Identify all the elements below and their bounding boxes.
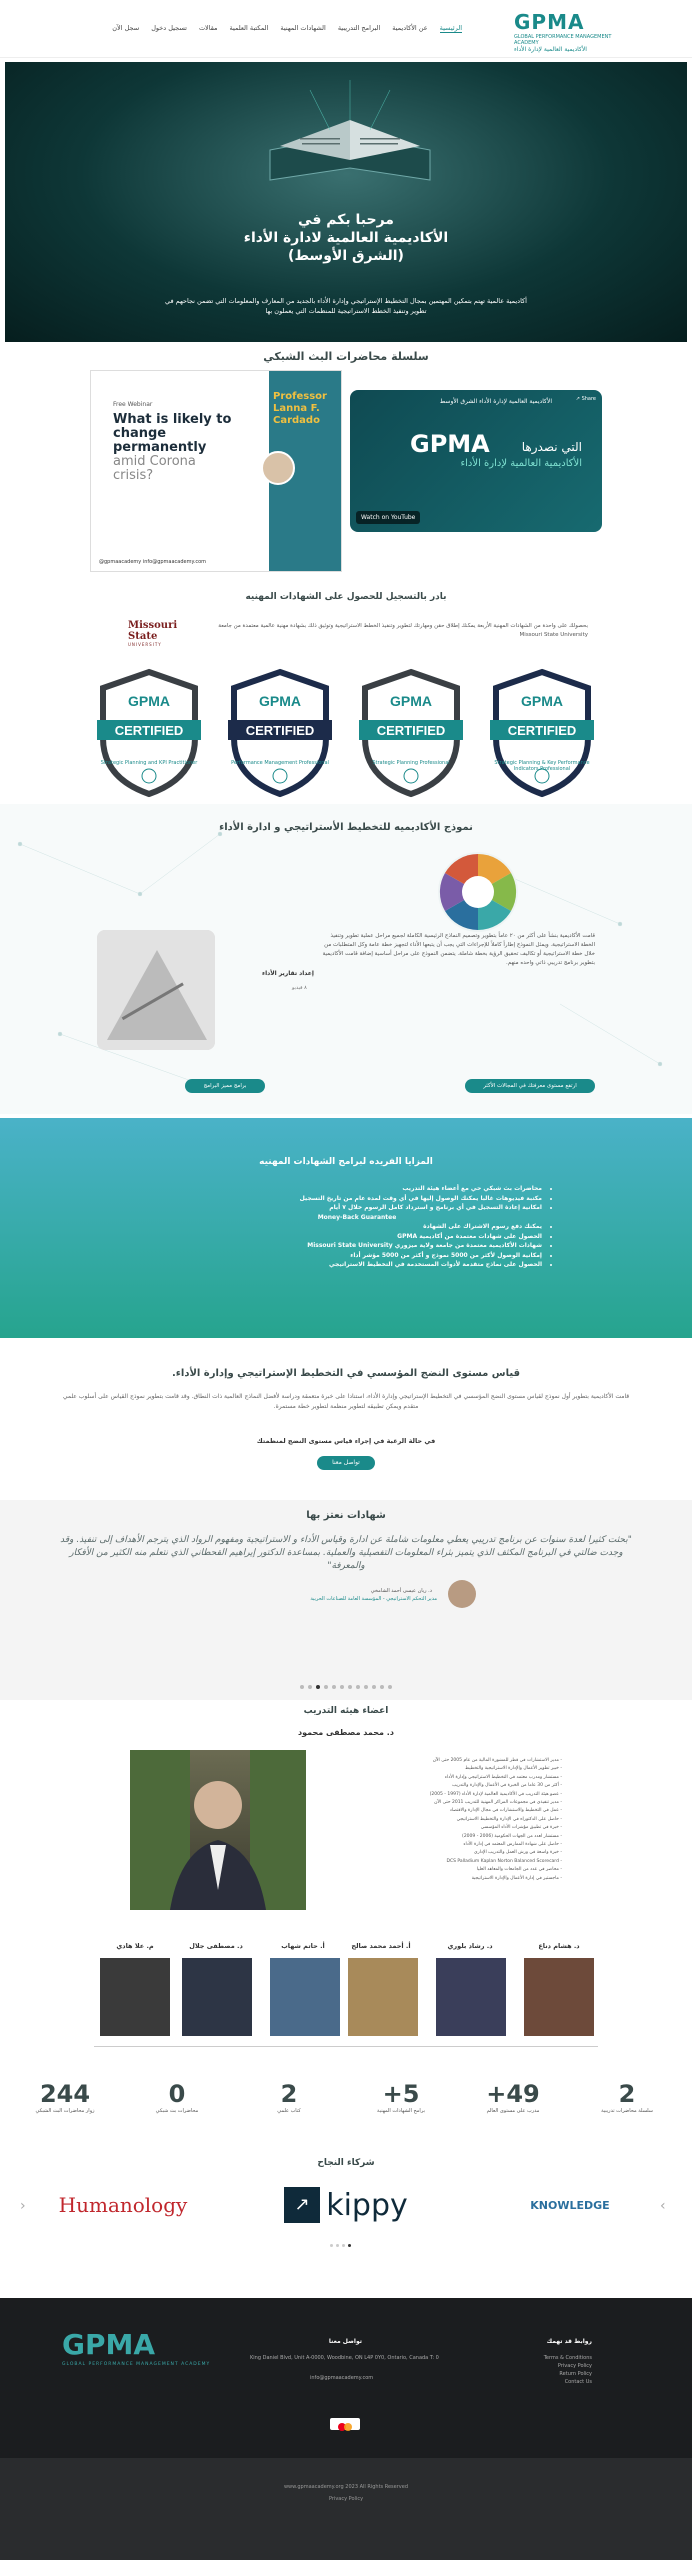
- book-illustration: [260, 80, 440, 190]
- testimonial-quote: "بحثت كثيرا لعدة سنوات عن برنامج تدريبي يعطي معلومات شاملة عن ادارة وقياس الأداء و الاستراتيجية ومفهوم الرواد الذي يترجم الأهداف إلى تنفيذ. وقد وجدت ضالتي في البرنامج المكثف الذي يتميز بثراء المعلومات التفصيلية والعملية. بمساعدة الدكتور إيراهيم القحطاني الذي نتعلم منه الكثير من الأفكار والمعرفة": [60, 1535, 632, 1571]
- level-button[interactable]: ارتفع مستوى معرفتك في المجالات الأكثر: [465, 1079, 595, 1093]
- nav-programs[interactable]: البرامج التدريبية: [337, 24, 381, 32]
- maturity-text: قامت الأكاديمية بتطوير أول نموذج لقياس مستوى النضج المؤسسي في التخطيط الإستراتيجي وإدارة الأداء، استنادا على خبرة متعمقة ودراسة لأفضل النماذج العالمية ذات النطاق. وقد قامت بتطوير نموذج القياس على أسلوب علمي متقدم ويمكن تطبيقه لتطوير منظمة لتطوير خطة مستمرة.: [62, 1393, 630, 1410]
- list-item: • إمكانية الوصول لأكثر من 5000 نموذج و أكثر من 5000 مؤشر أداء: [172, 1251, 542, 1261]
- model-wheel-icon: [436, 850, 520, 934]
- bio-line: - خبرة في تطبيق مؤشرات الأداء المؤسسي: [480, 1825, 562, 1831]
- nav-about[interactable]: عن الأكاديمية: [392, 24, 428, 32]
- poster-headline: [113, 413, 233, 483]
- stat-label: كتاب علمي: [277, 2108, 301, 2114]
- hero-line-3: (الشرق الأوسط): [288, 248, 404, 264]
- nav-home[interactable]: الرئيسية: [439, 24, 462, 32]
- footer-link-contact[interactable]: Contact Us: [564, 2379, 592, 2385]
- trainer-name: د. هشام دناع: [538, 1942, 580, 1950]
- lectures-title: سلسلة محاضرات البث الشبكي: [263, 350, 429, 363]
- footer-link-privacy[interactable]: Privacy Policy: [557, 2363, 592, 2369]
- svg-text:GPMA: GPMA: [259, 693, 301, 709]
- list-item: • يمكنك دفع رسوم الاشتراك على الشهادة: [172, 1222, 542, 1232]
- chevron-left-icon[interactable]: ‹: [20, 2198, 26, 2214]
- chevron-right-icon[interactable]: ›: [660, 2198, 666, 2214]
- trainer-bio: [352, 1757, 562, 1883]
- svg-text:GPMA: GPMA: [521, 693, 563, 709]
- badge-title: Strategic Planning & Key Performance Indicators Professional: [494, 760, 590, 772]
- testimonial-name: د. ريان عيسى أحمد الشامخي: [370, 1588, 432, 1594]
- site-footer: [0, 2298, 692, 2458]
- stat-number: +5: [382, 2080, 420, 2108]
- stat-item: [468, 2080, 558, 2114]
- footer-address: King Daniel Blvd, Unit A-0000, Woodbine, ON L4P 0Y0, Ontario, Canada T: 0: [250, 2355, 439, 2361]
- carousel-dot[interactable]: [340, 1685, 344, 1689]
- hero-desc-2: تطوير وتنفيذ الخطط الاستراتيجية للمنظمات التي يعملون بها: [265, 307, 427, 315]
- poster-professor: Professor Lanna F. Cardado: [273, 391, 327, 426]
- bio-line: - حاصل على الدكتوراه في الإدارة والتخطيط الاستراتيجي: [456, 1816, 562, 1822]
- partner-logo-humanology[interactable]: [58, 2180, 188, 2230]
- list-item: • محاضرات بث شبكي حي مع أعضاء هيئة التدريب: [172, 1184, 542, 1194]
- partner-name: KNOWLEDGE: [530, 2198, 610, 2212]
- stat-number: 2: [618, 2080, 636, 2108]
- svg-text:CERTIFIED: CERTIFIED: [376, 723, 446, 738]
- bio-line: - مستشار ومدرب معتمد في التخطيط الاستراتيجي وإدارة الأداء: [444, 1774, 562, 1780]
- logo-arabic: الأكاديمية العالمية لإدارة الأداء: [514, 46, 587, 53]
- carousel-dot[interactable]: [388, 1685, 392, 1689]
- testimonial-avatar: [448, 1580, 476, 1608]
- trainer-name: أ. حاتم شهاب: [281, 1942, 325, 1950]
- carousel-dot[interactable]: [324, 1685, 328, 1689]
- stat-item: [244, 2080, 334, 2114]
- partner-name: Humanology: [58, 2193, 188, 2217]
- share-icon[interactable]: ↗ Share: [575, 396, 596, 402]
- list-item: • امكانية إعادة التسجيل في أي برنامج و استرداد كامل الرسوم خلال ٧ أيام: [172, 1203, 542, 1213]
- poster-amid: amid Corona crisis?: [113, 454, 196, 483]
- footer-email[interactable]: info@gpmaacademy.com: [310, 2375, 374, 2381]
- carousel-dot[interactable]: [364, 1685, 368, 1689]
- poster-label: Free Webinar: [113, 401, 153, 408]
- ms-sub: UNIVERSITY: [128, 642, 162, 647]
- nav-certs[interactable]: الشهادات المهنية: [280, 24, 326, 32]
- contact-us-button[interactable]: تواصل معنا: [317, 1456, 375, 1470]
- privacy-link[interactable]: Privacy Policy: [328, 2496, 364, 2502]
- carousel-dot[interactable]: [308, 1685, 312, 1689]
- bio-line: - حاصل على شهادة الممارس المعتمد في إدارة الأداء: [463, 1842, 562, 1848]
- bio-line: - خبير تطوير الأعمال والإدارة الاستراتيجية والتخطيط: [464, 1766, 562, 1772]
- stat-item: [582, 2080, 672, 2114]
- trainer-photo[interactable]: [270, 1958, 340, 2036]
- maturity-title: قياس مستوى النضج المؤسسي في التخطيط الإستراتيجي وإدارة الأداء.: [171, 1368, 520, 1379]
- trainer-photo[interactable]: [100, 1958, 170, 2036]
- badge-title: Strategic Planning Professional: [372, 760, 450, 766]
- badge-title: Strategic Planning and KPI Practitioner: [100, 760, 198, 766]
- partner-logo-knowledge[interactable]: [520, 2180, 620, 2230]
- footer-logo-sub: GLOBAL PERFORMANCE MANAGEMENT ACADEMY: [62, 2362, 211, 2367]
- stat-number: 0: [168, 2080, 186, 2108]
- logo-subtitle: GLOBAL PERFORMANCE MANAGEMENT ACADEMY: [514, 34, 612, 46]
- partner-logo-kippy[interactable]: [276, 2180, 416, 2230]
- poster-left: [91, 371, 271, 572]
- bio-line: - DCS Palladium Kaplan Norton Balanced Scorecard: [446, 1858, 562, 1864]
- missouri-state-logo: [128, 620, 208, 647]
- trainer-photo[interactable]: [182, 1958, 252, 2036]
- carousel-dot[interactable]: [356, 1685, 360, 1689]
- trainers-title: اعضاء هيئه التدريب: [303, 1706, 389, 1716]
- hero-line-1: مرحبا بكم في: [298, 212, 394, 228]
- video-logo: GPMA: [410, 430, 490, 458]
- svg-text:GPMA: GPMA: [390, 693, 432, 709]
- course-card-image[interactable]: [97, 930, 215, 1050]
- lead-trainer-name: د. محمد مصطفى محمود: [298, 1728, 394, 1737]
- partners-dots[interactable]: [330, 2244, 351, 2247]
- footer-links-title: روابط قد تهمك: [546, 2338, 592, 2345]
- trainer-name: د. مصطفى جلال: [189, 1942, 243, 1950]
- model-title: نموذج الأكاديميه للتخطيط الأستراتيجي و ادارة الأداء: [219, 822, 473, 833]
- kippy-icon: ↗: [284, 2187, 320, 2223]
- poster-social: @gpmaacademy info@gpmaacademy.com: [99, 559, 206, 565]
- lead-trainer-photo: [130, 1750, 306, 1910]
- trainer-name: م. علا هادي: [116, 1942, 154, 1950]
- badge-performance-mgmt[interactable]: [226, 668, 334, 798]
- video-title: الأكاديمية العالمية لإدارة الأداء الشرق الأوسط: [439, 398, 552, 405]
- svg-text:CERTIFIED: CERTIFIED: [507, 723, 577, 738]
- stat-number: 244: [39, 2080, 91, 2108]
- carousel-dot[interactable]: [372, 1685, 376, 1689]
- svg-text:CERTIFIED: CERTIFIED: [114, 723, 184, 738]
- testimonial-role: مدير التحكم الاستراتيجي - المؤسسة العامة للصناعات الحربية: [310, 1596, 437, 1602]
- badge-title: Performance Management Professional: [231, 760, 329, 766]
- list-item: • الحصول على نماذج متقدمة لأدوات المستخدمة في التخطيط الاستراتيجي: [172, 1260, 542, 1270]
- footer-link-terms[interactable]: Terms & Conditions: [543, 2355, 592, 2361]
- copyright: www.gpmaacademy.org 2023 All Rights Reserved: [283, 2484, 409, 2490]
- ms-name: Missouri State: [128, 620, 178, 642]
- nav-articles[interactable]: مقالات: [198, 24, 218, 32]
- certs-title: بادر بالتسجيل للحصول على الشهادات المهنيه: [245, 592, 447, 602]
- video-text-1: التي نصدرها: [521, 440, 582, 454]
- partners-title: شركاء النجاح: [317, 2158, 375, 2168]
- bio-line: - مستشار لعدد من الجهات الحكومية (2006 - 2009): [462, 1833, 562, 1839]
- bio-line: - مدير تنفيذي في مجموعات المراكز المهنية للتدريب 2011 حتى الآن: [434, 1800, 562, 1806]
- trainer-photo[interactable]: [524, 1958, 594, 2036]
- footer-link-return[interactable]: Return Policy: [559, 2371, 592, 2377]
- main-nav: [112, 24, 462, 33]
- bio-line: - خبرة واسعة في ورش العمل والتدريب الإداري: [473, 1850, 562, 1856]
- stat-number: 2: [280, 2080, 298, 2108]
- stat-number: +49: [486, 2080, 540, 2108]
- speaker-avatar: [261, 451, 295, 485]
- list-item: • شهادات الأكاديمية معتمدة من جامعة ولاية ميزوري Missouri State University: [172, 1241, 542, 1251]
- bio-line: - مدير الاستشارات في قطر للمشورة المالية من عام 2005 حتى الآن: [432, 1758, 562, 1763]
- nav-login[interactable]: تسجيل دخول: [151, 24, 187, 32]
- trainer-name: أ. أحمد محمد صالح: [351, 1942, 411, 1950]
- trainer-photo[interactable]: [348, 1958, 418, 2036]
- features-title: المزايا الفريده لبرامج الشهادات المهنيه: [259, 1157, 433, 1167]
- partner-name: kippy: [326, 2187, 408, 2223]
- list-item: Money-Back Guarantee: [317, 1213, 397, 1221]
- hero-banner: [5, 62, 687, 342]
- features-list: [172, 1184, 552, 1270]
- carousel-dot-active[interactable]: [316, 1685, 320, 1689]
- stat-label: محاضرات بث شبكي: [155, 2108, 199, 2114]
- programs-button[interactable]: برامج مميز البرامج: [185, 1079, 265, 1093]
- footer-logo[interactable]: GPMA: [62, 2328, 156, 2361]
- footer-links: [544, 2354, 592, 2386]
- course-card-title[interactable]: إعداد تقارير الأداء: [262, 970, 314, 977]
- footer-contact-title: تواصل معنا: [328, 2338, 362, 2345]
- divider: [94, 2046, 598, 2047]
- badge-strategic-kpi[interactable]: [95, 668, 203, 798]
- badge-strategic-planning[interactable]: [357, 668, 465, 798]
- list-item: • مكتبة فيديوهات غالبا يمكنك الوصول إليها في أي وقت لمده عام من تاريخ التسجيل: [172, 1194, 542, 1204]
- payment-cards-icon: [330, 2418, 360, 2430]
- trainer-name: د. رشاد بلوري: [447, 1942, 493, 1950]
- webinar-poster[interactable]: [90, 370, 342, 572]
- stat-label: زوار محاضرات البث الشبكي: [35, 2108, 95, 2114]
- video-text-2: الأكاديمية العالمية لإدارة الأداء: [460, 458, 582, 469]
- logo-text: GPMA: [514, 10, 585, 34]
- footer-bottom: [0, 2458, 692, 2560]
- stat-label: سلسلة محاضرات تدريبية: [601, 2108, 653, 2114]
- site-logo[interactable]: [514, 10, 614, 53]
- share-label: Share: [581, 396, 596, 402]
- stat-label: مدرب على مستوى العالم: [486, 2108, 540, 2114]
- bio-line: - ماجستير في إدارة الأعمال والإدارة الاستراتيجية: [471, 1875, 562, 1881]
- svg-text:GPMA: GPMA: [128, 693, 170, 709]
- youtube-video[interactable]: [350, 390, 602, 532]
- watch-on-youtube-button[interactable]: Watch on YouTube: [356, 511, 420, 524]
- testimonials-title: شهادات نعتز بها: [306, 1510, 386, 1521]
- badge-strategic-kpi-pro[interactable]: [488, 668, 596, 798]
- bio-line: - عمل في التخطيط والاستشارات في مجال الإدارة والاقتصاد: [449, 1808, 562, 1814]
- carousel-dot[interactable]: [300, 1685, 304, 1689]
- list-item: • الحصول على شهادات معتمدة من أكاديمية GPMA: [172, 1232, 542, 1242]
- carousel-dot[interactable]: [380, 1685, 384, 1689]
- site-header: [0, 0, 692, 58]
- model-description: قامت الأكاديمية بنشأ على أكثر من ٢٠ عاماً بتطوير وتصميم النماذج الرئيسية الكاملة لجميع مراحل عملية تطوير وتنفيذ الخطة الاستراتيجية. ويمثل النموذج إطاراً كاملاً للإجراءات التي يجب أن يتبعها الأداء لتجهيز خطة عامة وكل المتطلبات من خلال خطة الاستراتيجية أو تكاليف تحقيق الرؤية بخطة شاملة. يتضمن النموذج على مراحل أساسية إضافة قامت الأكاديمية بتطوير برنامج تدريبي ذاتي واحده منهم.: [322, 933, 595, 966]
- poster-headline-text: What is likely to change permanently: [113, 412, 232, 455]
- stat-item: [20, 2080, 110, 2114]
- hero-desc-1: أكاديمية عالمية تهتم بتمكين المهتمين بمجال التخطيط الإستراتيجي وإدارة الأداء بالجديد من المعارف والمعلومات التي تضمن نجاحهم في: [165, 297, 527, 305]
- svg-text:CERTIFIED: CERTIFIED: [245, 723, 315, 738]
- nav-library[interactable]: المكتبة العلمية: [229, 24, 269, 32]
- stat-label: برامج الشهادات المهنية: [377, 2108, 425, 2114]
- stat-item: [356, 2080, 446, 2114]
- bio-line: - عضو هيئة التدريب في الأكاديمية العالمية لإدارة الأداء (1997 - 2005): [429, 1791, 562, 1797]
- trainer-photo[interactable]: [436, 1958, 506, 2036]
- maturity-question: في حالة الرغبة في إجراء قياس مستوى النضج لمنظمتك: [256, 1437, 436, 1445]
- hero-line-2: الأكاديمية العالمية لادارة الأداء: [243, 230, 449, 246]
- certs-description: بحصولك على واحدة من الشهادات المهنية الأربعة يمكنك إطلاق حقن ومهارتك لتطوير وتنفيذ الخطط الاستراتيجية وتوثيق ذلك بشهادة مهنية عالمية معتمدة من جامعة Missouri State University: [218, 623, 588, 638]
- bio-line: - محاضر في عدد من الجامعات والمعاهد العليا: [476, 1867, 562, 1873]
- carousel-dot[interactable]: [348, 1685, 352, 1689]
- carousel-dot[interactable]: [332, 1685, 336, 1689]
- stat-item: [132, 2080, 222, 2114]
- course-card-sub: ٨ فيديو: [292, 985, 307, 991]
- nav-register[interactable]: سجل الآن: [112, 24, 140, 32]
- carousel-dots[interactable]: [300, 1685, 392, 1689]
- bio-line: - أكثر من 30 عاما من الخبرة في الأعمال والإدارة والتدريب: [452, 1783, 562, 1789]
